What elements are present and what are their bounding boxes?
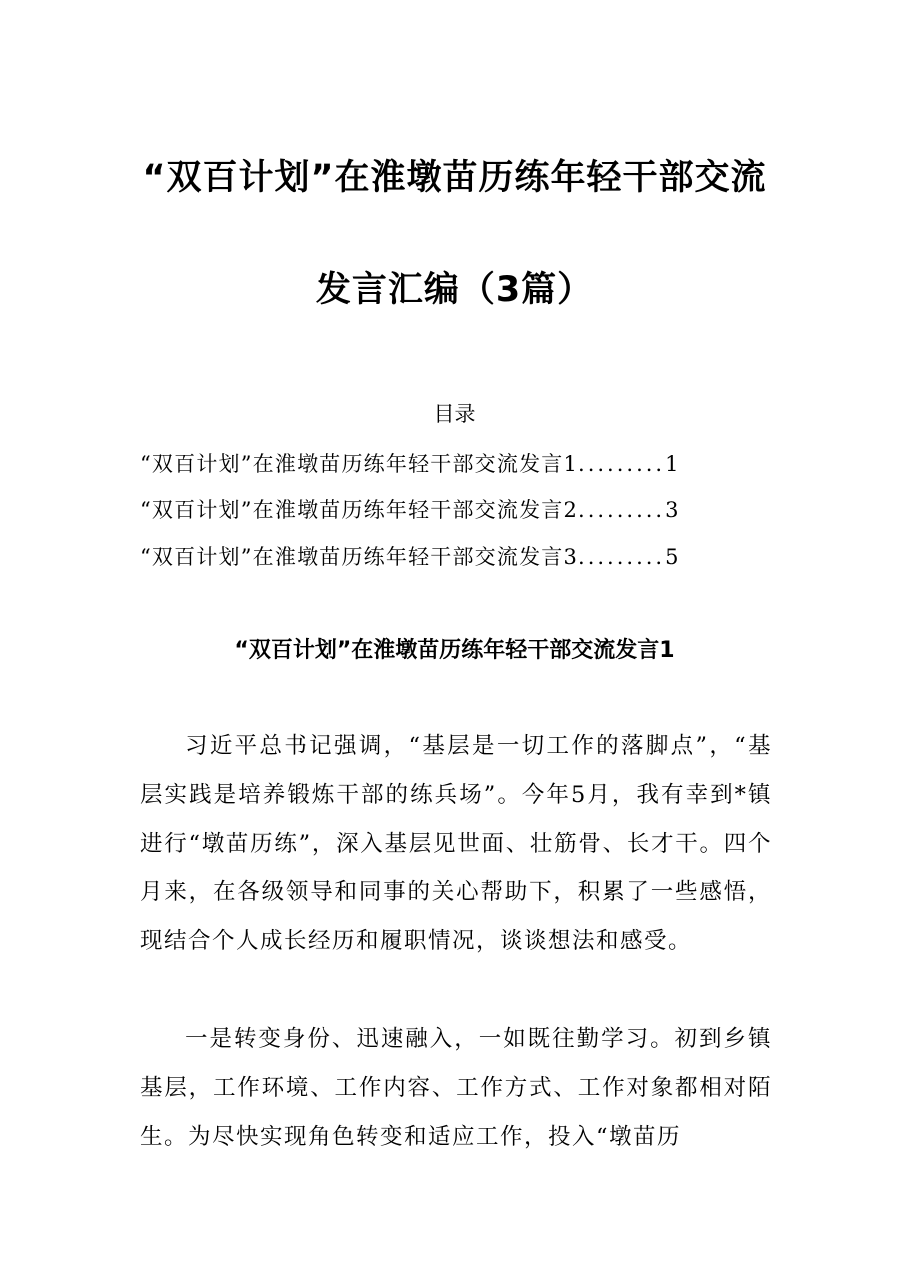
toc-entry-leader: ......... [578, 545, 666, 569]
toc-entry-page-number: 1 [665, 452, 680, 476]
body-paragraph: 一是转变身份、迅速融入，一如既往勤学习。初到乡镇基层，工作环境、工作内容、工作方式、工作对象都相对陌生。为尽快实现角色转变和适应工作，投入“墩苗历 [140, 1026, 772, 1150]
toc-entry-text: “双百计划”在淮墩苗历练年轻干部交流发言1 [140, 452, 579, 476]
document-title-line-2: 发言汇编（3篇） [315, 270, 594, 310]
toc-entry[interactable] [140, 541, 772, 571]
toc-entry-page-number: 3 [665, 498, 680, 522]
toc-entry-leader: ......... [578, 498, 666, 522]
toc-heading: 目录 [433, 402, 476, 426]
section-heading: “双百计划”在淮墩苗历练年轻干部交流发言1 [234, 638, 675, 663]
toc-entry[interactable] [140, 494, 772, 524]
body-paragraph: 习近平总书记强调，“基层是一切工作的落脚点”，“基层实践是培养锻炼干部的练兵场”。今年5月，我有幸到*镇进行“墩苗历练”，深入基层见世面、壮筋骨、长才干。四个月来，在各级领导和同事的关心帮助下，积累了一些感悟，现结合个人成长经历和履职情况，谈谈想法和感受。 [140, 733, 772, 955]
toc-entry[interactable] [140, 448, 772, 478]
toc-entry-text: “双百计划”在淮墩苗历练年轻干部交流发言3 [140, 545, 579, 569]
document-title-line-1: “双百计划”在淮墩苗历练年轻干部交流 [142, 158, 767, 198]
toc-entry-text: “双百计划”在淮墩苗历练年轻干部交流发言2 [140, 498, 579, 522]
toc-entry-leader: ......... [578, 452, 666, 476]
toc-entry-page-number: 5 [665, 545, 680, 569]
